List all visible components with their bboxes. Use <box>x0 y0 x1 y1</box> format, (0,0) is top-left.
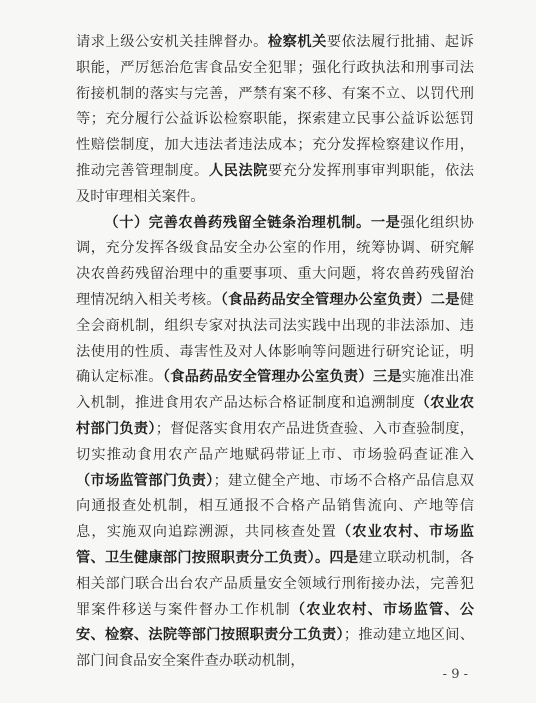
text-segment: 要依法履行批捕、起诉职能，严厉惩治危害食品安全犯罪；强化行政执法和刑事司法衔接机制的落实与完善，严禁有案不移、有案不立、以罚代刑等；充分履行公益诉讼检察职能，探索建立民事公益诉讼惩罚性赔偿制度，加大违法者违法成本；充分发挥检察建议作用，推动完善管理制度。 <box>76 34 474 179</box>
body-text <box>76 30 474 675</box>
text-segment: 建立联动机制，各相关部门联合出台农产品质量安全领域行刑衔接办法，完善犯罪案件移送与案件督办工作机制 <box>76 549 474 618</box>
bold-heading-procuratorate: 检察机关 <box>267 34 327 50</box>
responsibility-note: （食品药品安全管理办公室负责）三是 <box>162 369 402 386</box>
text-segment: 请求上级公安机关挂牌督办。 <box>76 34 268 50</box>
page-number: - 9 - <box>442 667 468 682</box>
responsibility-note: （食品药品安全管理办公室负责）二是 <box>220 291 460 308</box>
responsibility-note: （农业农村部门负责） <box>76 395 474 437</box>
text-segment: ；推动建立地区间、部门间食品安全案件查办联动机制， <box>76 627 474 670</box>
paragraph-procuratorate-court <box>76 30 474 211</box>
text-segment: ；建立健全产地、市场不合格产品信息双向通报查处机制，相互通报不合格产品销售流向、产地等信息，实施双向追踪溯源，共同核查处置 <box>76 472 474 541</box>
responsibility-note: （农业农村、市场监管、公安、检察、法院等部门按照职责分工负责） <box>76 601 474 644</box>
text-segment: 健全会商机制，组织专家对执法司法实践中出现的非法添加、违法使用的性质、毒害性及对人体影响等问题进行研究论证，明确认定标准。 <box>76 291 474 386</box>
text-segment: 要充分发挥刑事审判职能，依法及时审理相关案件。 <box>76 162 474 205</box>
text-segment: 实施准出准入机制，推进食用农产品达标合格证制度和追溯制度 <box>76 369 474 412</box>
responsibility-note: （市场监管部门负责） <box>76 472 214 489</box>
section-heading: （十）完善农兽药残留全链条治理机制。一是 <box>104 214 401 231</box>
text-segment: 强化组织协调，充分发挥各级食品安全办公室的作用，统筹协调、研究解决农兽药残留治理中的重要事项、重大问题，将农兽药残留治理情况纳入相关考核。 <box>76 214 474 308</box>
responsibility-note: （农业农村、市场监管、卫生健康部门按照职责分工负责）。四是 <box>76 524 474 566</box>
paragraph-section-ten <box>76 211 474 675</box>
text-segment: ；督促落实食用农产品进货查验、入市查验制度，切实推动食用农产品产地赋码带证上市、市场验码查证准入 <box>76 420 474 463</box>
bold-heading-court: 人民法院 <box>208 162 268 179</box>
